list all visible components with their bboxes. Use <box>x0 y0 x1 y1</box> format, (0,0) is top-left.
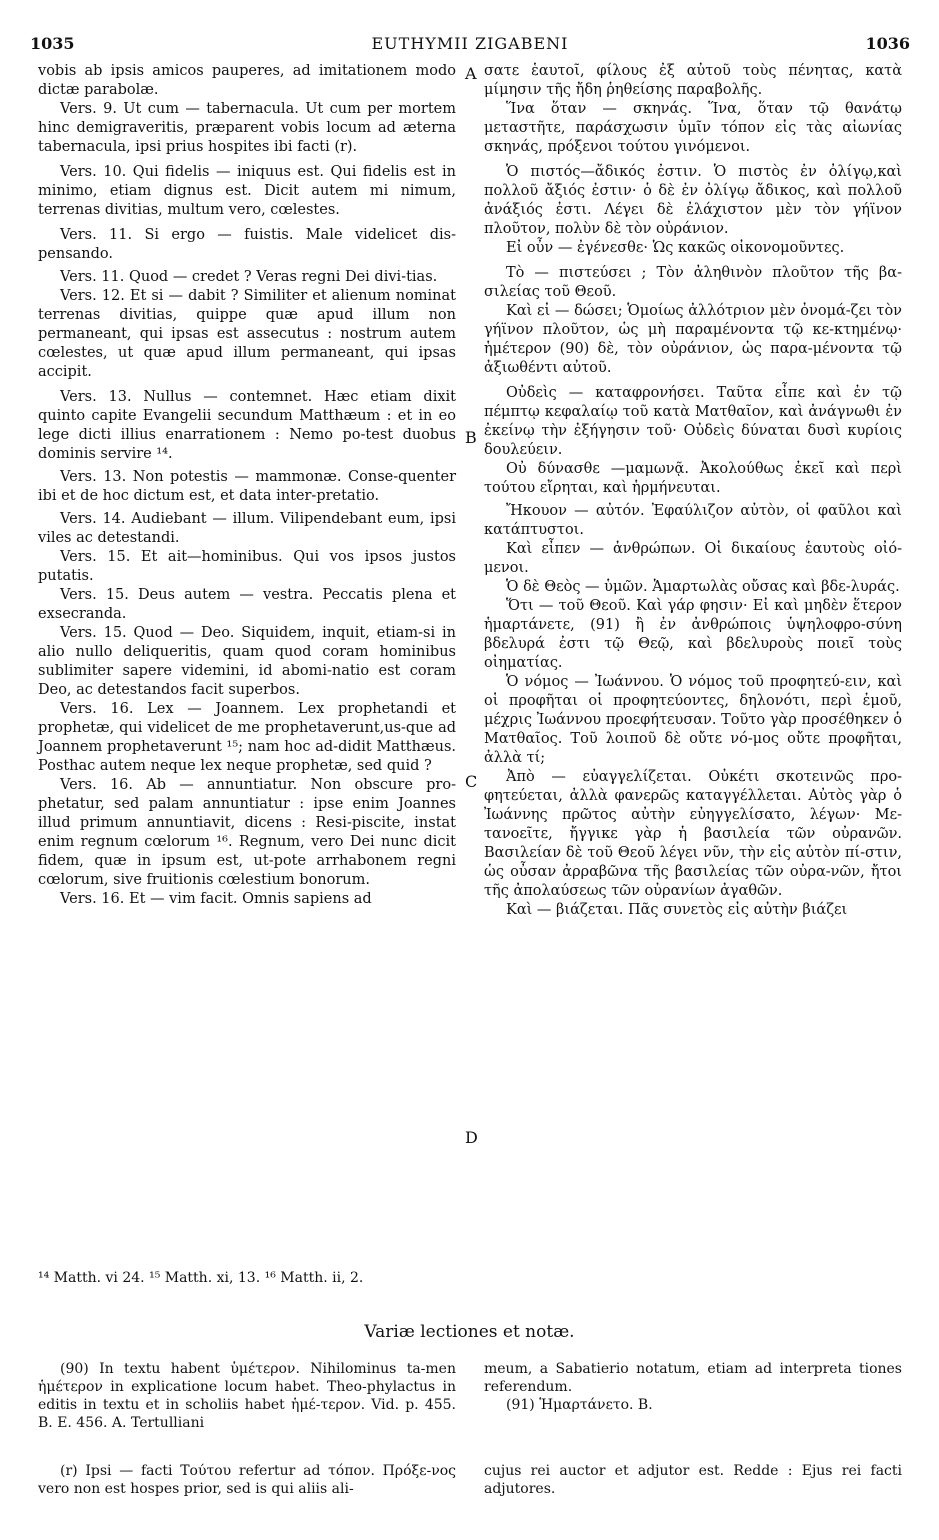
latin-paragraph: Vers. 15. Deus autem — vestra. Peccatis plena et exsecranda. <box>38 587 456 622</box>
greek-paragraph: Ἵνα ὅταν — σκηνάς. Ἵνα, ὅταν τῷ θανάτῳ μεταστῆτε, παράσχωσιν ὑμῖν τόπον εἰς τὰς αἰωνίας σκηνάς, πρόξενοι τούτου γινόμενοι. <box>484 101 902 155</box>
latin-paragraph: vobis ab ipsis amicos pauperes, ad imitationem modo dictæ parabolæ. <box>38 63 456 98</box>
latin-paragraph: Vers. 14. Audiebant — illum. Vilipendebant eum, ipsi viles ac detestandi. <box>38 511 456 546</box>
latin-paragraph: Vers. 12. Et si — dabit ? Similiter et alienum nominat terrenas divitias, quippe quæ apud illum non permaneant, qui ipsas est assecutus : nostrum autem cœlestes, ut quæ apud illum permaneant, qui ipsas accipit. <box>38 288 456 380</box>
variae-right-notes-2 <box>484 1462 902 1498</box>
variae-left-notes <box>38 1360 456 1432</box>
greek-paragraph: Ὅτι — τοῦ Θεοῦ. Καὶ γάρ φησιν· Εἰ καὶ μηδὲν ἕτερον ἡμαρτάνετε, (91) ἢ ἐν ἀνθρώποις ὑψηλοφρο-σύνη βδελυρά ἐστι τῷ Θεῷ, καὶ βδελυροὺς ποιεῖ τοὺς οἰηματίας. <box>484 598 902 671</box>
greek-paragraph: Ἤκουον — αὐτόν. Ἐφαύλιζον αὐτὸν, οἱ φαῦλοι καὶ κατάπτυστοι. <box>484 503 902 538</box>
greek-paragraph: Καὶ — βιάζεται. Πᾶς συνετὸς εἰς αὐτὴν βιάζει <box>506 902 848 918</box>
greek-paragraph: Ἀπὸ — εὐαγγελίζεται. Οὐκέτι σκοτεινῶς προ-φητεύεται, ἀλλὰ φανερῶς καταγγέλλεται. Αὐτὸς γὰρ ὁ Ἰωάννης πρῶτος αὐτὴν εὐηγγελίσατο, λέγων· Με-τανοεῖτε, ἤγγικε γὰρ ἡ βασιλεία τῶν οὐρανῶν. Βασιλείαν δὲ τοῦ Θεοῦ λέγει νῦν, τὴν εἰς αὐτὸν πί-στιν, ὡς οὖσαν ἀρραβῶνα τῆς βασιλείας τῶν οὐρα-νῶν, ἤτοι τῆς ἀπολαύσεως τῶν οὐρανίων ἀγαθῶν. <box>484 769 902 899</box>
variae-left-notes-2 <box>38 1462 456 1498</box>
latin-paragraph: Vers. 10. Qui fidelis — iniquus est. Qui fidelis est in minimo, etiam dignus est. Dicit autem mi nimum, terrenas divitias, multum vero, cœlestes. <box>38 164 456 218</box>
greek-paragraph: Οὐ δύνασθε —μαμωνᾷ. Ἀκολούθως ἐκεῖ καὶ περὶ τούτου εἴρηται, καὶ ἡρμήνευται. <box>484 461 902 496</box>
latin-paragraph: Vers. 15. Quod — Deo. Siquidem, inquit, etiam-si in alio nullo deliqueritis, quam quod coram hominibus sublimiter sapere videmini, id abomi-natio est coram Deo, ac detestandos facit superbos. <box>38 625 456 698</box>
latin-paragraph: Vers. 16. Ab — annuntiatur. Non obscure pro-phetatur, sed palam annuntiatur : ipse enim Joannes illud primum annuntiavit, dicens : Resi-piscite, instat enim regnum cœlorum ¹⁶. Regnum, vero Dei nunc dicit fidem, quæ in ipsum est, ut-pote arrhabonem regni cœlorum, sive fruitionis cœlestium bonorum. <box>38 777 456 888</box>
variae-note: cujus rei auctor et adjutor est. Redde : Ejus rei facti adjutores. <box>484 1463 902 1497</box>
greek-paragraph: Ὁ πιστός—ἄδικός ἐστιν. Ὁ πιστὸς ἐν ὀλίγῳ,καὶ πολλοῦ ἄξιός ἐστιν· ὁ δὲ ἐν ὀλίγῳ ἄδικος, καὶ πολλοῦ ἀνάξιός ἐστι. Λέγει δὲ ἐλάχιστον μὲν τὸν γήϊνον πλοῦτον, πολὺν δὲ τὸν οὐράνιον. <box>484 164 902 237</box>
latin-paragraph: Vers. 13. Non potestis — mammonæ. Conse-quenter ibi et de hoc dictum est, et data inter-pretatio. <box>38 469 456 504</box>
latin-paragraph: Vers. 11. Si ergo — fuistis. Male videlicet dis-pensando. <box>38 227 456 262</box>
margin-letter-a: A <box>465 64 477 83</box>
margin-letter-c: C <box>465 772 478 791</box>
greek-paragraph: Εἰ οὖν — ἐγένεσθε· Ὡς κακῶς οἰκονομοῦντες. <box>506 240 845 256</box>
greek-paragraph: σατε ἑαυτοῖ, φίλους ἐξ αὐτοῦ τοὺς πένητας, κατὰ μίμησιν τῆς ἤδη ῥηθείσης παραβολῆς. <box>484 63 902 98</box>
latin-paragraph: Vers. 11. Quod — credet ? Veras regni Dei divi-tias. <box>60 269 438 285</box>
greek-paragraph: Ὁ δὲ Θεὸς — ὑμῶν. Ἁμαρτωλὰς οὔσας καὶ βδε-λυράς. <box>506 579 900 595</box>
latin-paragraph: Vers. 15. Et ait—hominibus. Qui vos ipsos justos putatis. <box>38 549 456 584</box>
latin-paragraph: Vers. 16. Lex — Joannem. Lex prophetandi et prophetæ, qui videlicet de me prophetaverunt,us-que ad Joannem prophetaverunt ¹⁵; nam hoc ad-didit Matthæus. Posthac autem neque lex neque prophetæ, sed quid ? <box>38 701 456 774</box>
page-number-left: 1035 <box>30 34 75 53</box>
variae-right-notes <box>484 1360 902 1414</box>
greek-paragraph: Ὁ νόμος — Ἰωάννου. Ὁ νόμος τοῦ προφητεύ-ειν, καὶ οἱ προφῆται οἱ προφητεύοντες, δηλονότι, περὶ ἐμοῦ, μέχρις Ἰωάννου προεφήτευσαν. Τοῦτο γὰρ προσέθηκεν ὁ Ματθαῖος. Τοῦ λοιποῦ δὲ οὔτε νό-μος οὔτε προφῆται, ἀλλὰ τί; <box>484 674 902 766</box>
scripture-footnotes: ¹⁴ Matth. vi 24. ¹⁵ Matth. xi, 13. ¹⁶ Matth. ii, 2. <box>38 1270 364 1286</box>
greek-column <box>484 62 902 920</box>
latin-column <box>38 62 456 909</box>
margin-letter-b: B <box>465 428 477 447</box>
greek-paragraph: Τὸ — πιστεύσει ; Τὸν ἀληθινὸν πλοῦτον τῆς βα-σιλείας τοῦ Θεοῦ. <box>484 265 902 300</box>
page-number-right: 1036 <box>865 34 910 53</box>
variae-note: (90) In textu habent ὑμέτερον. Nihilominus ta-men ἡμέτερον in explicatione locum habet. Theo-phylactus in editis in textu et in scholiis habet ἡμέ-τερον. Vid. p. 455. B. E. 456. A. Tertulliani <box>38 1361 456 1431</box>
variae-note: meum, a Sabatierio notatum, etiam ad interpreta tiones referendum. <box>484 1361 902 1395</box>
running-title: EUTHYMII ZIGABENI <box>371 34 569 53</box>
page-header <box>30 34 910 56</box>
greek-paragraph: Οὐδεὶς — καταφρονήσει. Ταῦτα εἶπε καὶ ἐν τῷ πέμπτῳ κεφαλαίῳ τοῦ κατὰ Ματθαῖον, καὶ ἀνάγνωθι ἐν ἐκείνῳ τὴν ἐξήγησιν τοῦ· Οὐδεὶς δύναται δυσὶ κυρίοις δουλεύειν. <box>484 385 902 458</box>
latin-paragraph: Vers. 16. Et — vim facit. Omnis sapiens ad <box>60 891 372 907</box>
latin-paragraph: Vers. 9. Ut cum — tabernacula. Ut cum per mortem hinc demigraveritis, præparent vobis locum ad æterna tabernacula, ipsi prius hospites ibi facti (r). <box>38 101 456 155</box>
variae-heading: Variæ lectiones et notæ. <box>364 1322 575 1342</box>
margin-letter-d: D <box>465 1128 478 1147</box>
greek-paragraph: Καὶ εἰ — δώσει; Ὁμοίως ἀλλότριον μὲν ὀνομά-ζει τὸν γήϊνον πλοῦτον, ὡς μὴ παραμένοντα τῷ κε-κτημένῳ· ἡμέτερον (90) δὲ, τὸν οὐράνιον, ὡς παρα-μένοντα τῷ ἀξιωθέντι αὐτοῦ. <box>484 303 902 376</box>
latin-paragraph: Vers. 13. Nullus — contemnet. Hæc etiam dixit quinto capite Evangelii secundum Matthæum : et in eo lege dicti illius enarrationem : Nemo po-test duobus dominis servire ¹⁴. <box>38 389 456 462</box>
greek-paragraph: Καὶ εἶπεν — ἀνθρώπων. Οἱ δικαίους ἑαυτοὺς οἰό-μενοι. <box>484 541 902 576</box>
variae-note: (91) Ἡμαρτάνετο. B. <box>506 1397 653 1413</box>
variae-note: (r) Ipsi — facti Τούτου refertur ad τόπον. Πρόξε-νος vero non est hospes prior, sed is qui aliis ali- <box>38 1463 456 1497</box>
